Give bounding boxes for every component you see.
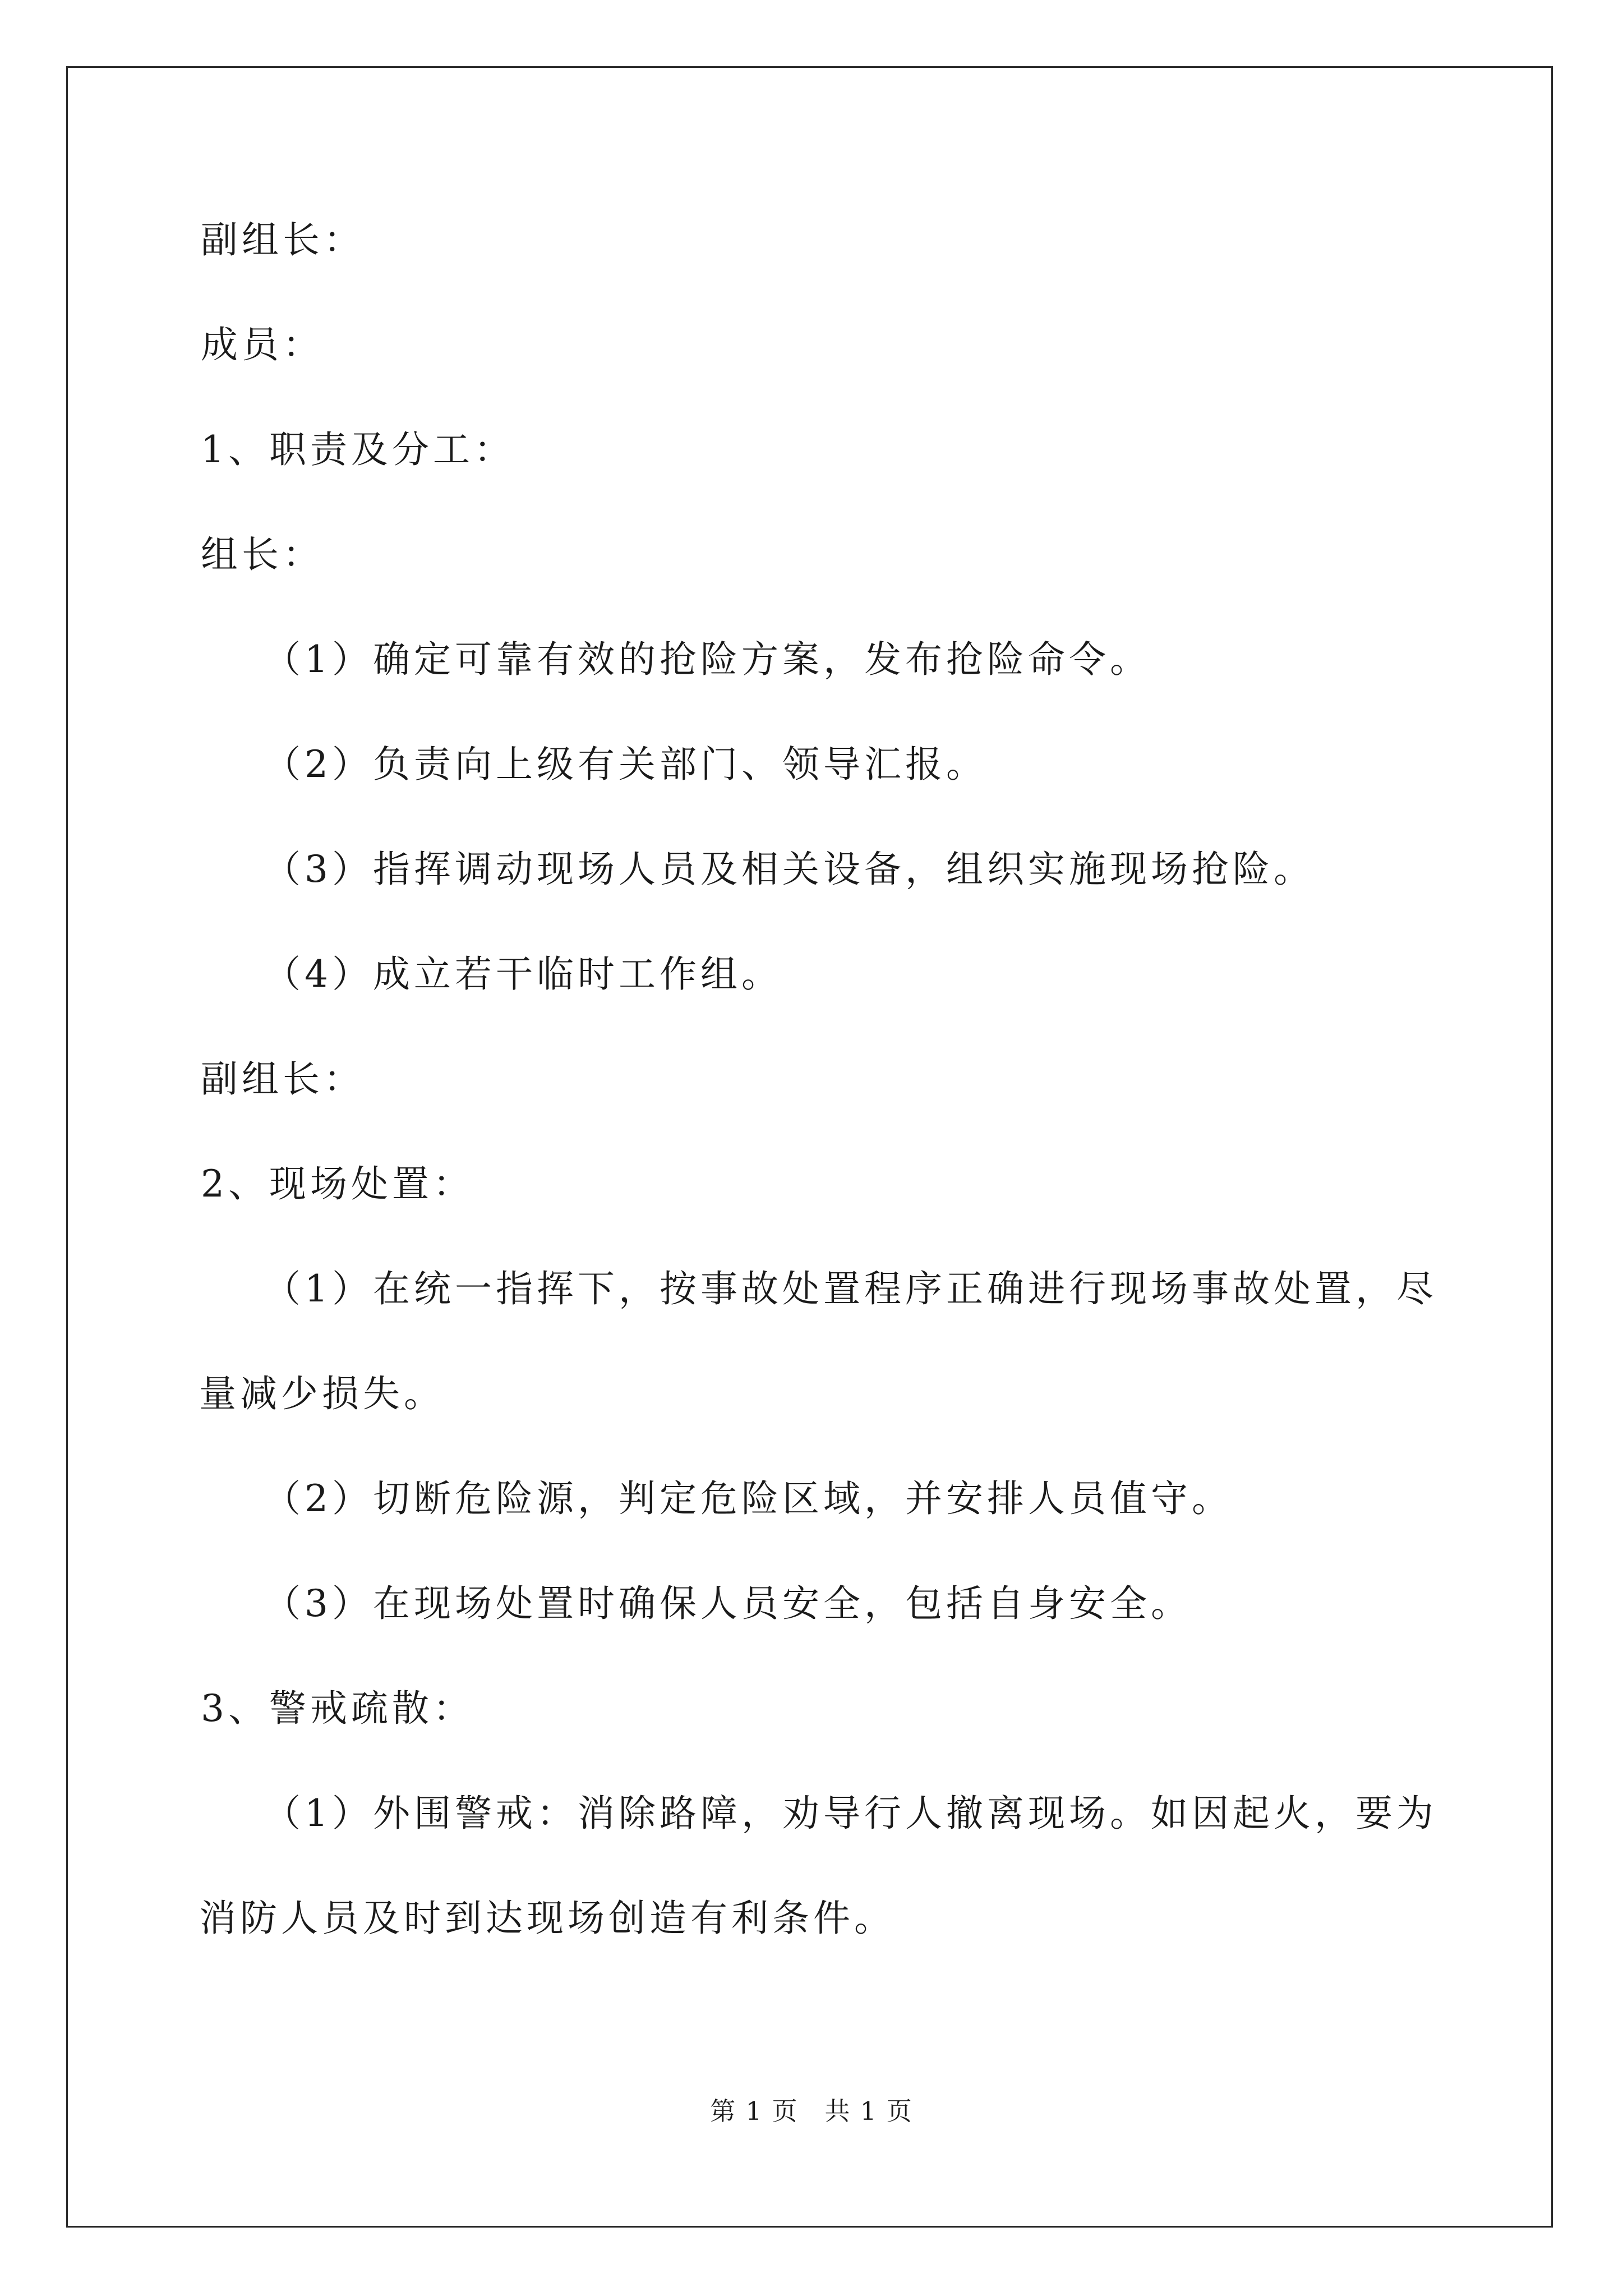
heading-leader: 组长： <box>201 533 324 576</box>
evacuation-step-1-line-2: 消防人员及时到达现场创造有利条件。 <box>199 1897 895 1940</box>
section-2-heading: 2、现场处置： <box>201 1162 474 1205</box>
heading-deputy-leader: 副组长： <box>201 218 365 261</box>
leader-duty-3: （3）指挥调动现场人员及相关设备，组织实施现场抢险。 <box>264 848 1315 891</box>
leader-duty-4: （4）成立若干临时工作组。 <box>264 953 782 996</box>
onsite-step-2: （2）切断危险源，判定危险区域，并安排人员值守。 <box>264 1477 1233 1520</box>
leader-duty-1: （1）确定可靠有效的抢险方案，发布抢险命令。 <box>264 638 1151 681</box>
heading-deputy-leader-2: 副组长： <box>201 1057 365 1101</box>
onsite-step-3: （3）在现场处置时确保人员安全，包括自身安全。 <box>264 1582 1192 1625</box>
leader-duty-2: （2）负责向上级有关部门、领导汇报。 <box>264 743 987 786</box>
evacuation-step-1-line-1: （1）外围警戒：消除路障，劝导行人撤离现场。如因起火，要为 <box>264 1792 1437 1835</box>
section-3-heading: 3、警戒疏散： <box>201 1687 474 1730</box>
document-body <box>199 218 1443 2005</box>
onsite-step-1-line-1: （1）在统一指挥下，按事故处置程序正确进行现场事故处置，尽 <box>264 1267 1437 1310</box>
section-1-heading: 1、职责及分工： <box>201 428 515 471</box>
onsite-step-1-line-2: 量减少损失。 <box>199 1372 445 1415</box>
page-footer: 第 1 页 共 1 页 <box>710 2096 913 2126</box>
heading-members: 成员： <box>201 323 324 366</box>
